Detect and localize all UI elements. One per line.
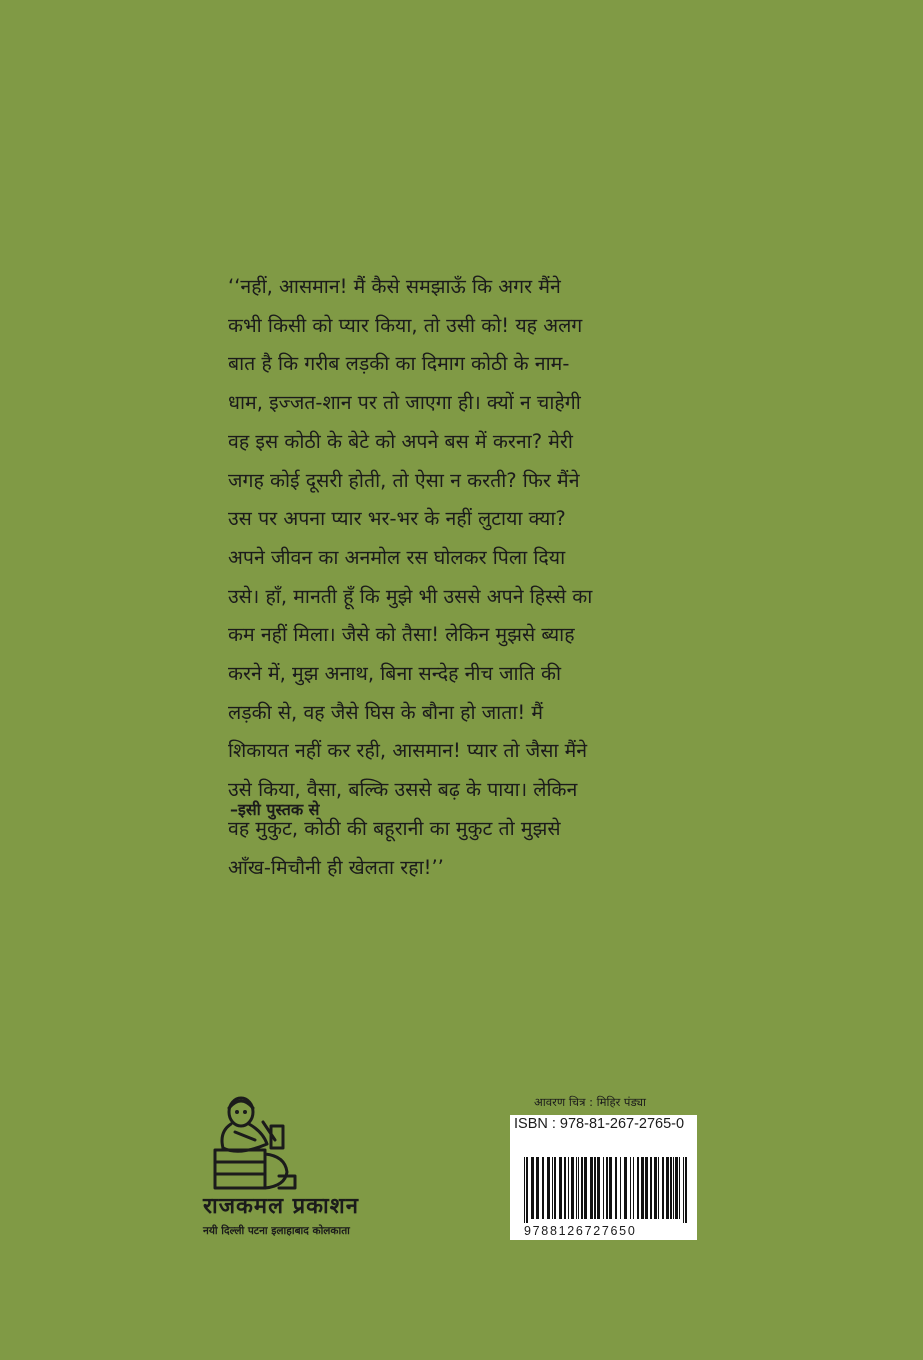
quote-line: वह मुकुट, कोठी की बहूरानी का मुकुट तो मुझसे bbox=[228, 816, 561, 840]
barcode-bar bbox=[641, 1157, 644, 1219]
barcode-bar bbox=[531, 1157, 534, 1219]
quote-line: कम नहीं मिला। जैसे को तैसा! लेकिन मुझसे ब्याह bbox=[228, 623, 575, 647]
barcode-bar bbox=[584, 1157, 587, 1219]
barcode-bar bbox=[524, 1157, 525, 1223]
barcode-bar bbox=[624, 1157, 627, 1219]
barcode-bar bbox=[590, 1157, 593, 1219]
barcode-bar bbox=[554, 1157, 556, 1219]
cover-art-credit: आवरण चित्र : मिहिर पंड्या bbox=[534, 1095, 646, 1109]
barcode-bar bbox=[552, 1157, 553, 1219]
barcode-bar bbox=[685, 1157, 687, 1223]
quote-line: उसे। हाँ, मानती हूँ कि मुझे भी उससे अपने हिस्से का bbox=[228, 584, 593, 608]
barcode-bar bbox=[594, 1157, 596, 1219]
publisher-name: राजकमल प्रकाशन bbox=[203, 1194, 359, 1219]
quote-line: शिकायत नहीं कर रही, आसमान! प्यार तो जैसा मैंने bbox=[228, 739, 588, 763]
isbn-label: ISBN : 978-81-267-2765-0 bbox=[514, 1116, 685, 1132]
barcode-bar bbox=[633, 1157, 634, 1219]
barcode-bar bbox=[542, 1157, 544, 1219]
back-cover-quote bbox=[228, 268, 643, 887]
barcode-bar bbox=[571, 1157, 574, 1219]
quote-line: करने में, मुझ अनाथ, बिना सन्देह नीच जाति की bbox=[228, 662, 561, 686]
quote-line: बात है कि गरीब लड़की का दिमाग कोठी के नाम- bbox=[228, 352, 570, 376]
quote-source: –इसी पुस्तक से bbox=[230, 800, 320, 819]
barcode-bar bbox=[559, 1157, 562, 1219]
quote-line: उसे किया, वैसा, बल्कि उससे बढ़ के पाया। लेकिन bbox=[228, 778, 578, 802]
barcode-bar bbox=[576, 1157, 577, 1219]
quote-line: कभी किसी को प्यार किया, तो उसी को! यह अलग bbox=[228, 313, 583, 337]
quote-line: उस पर अपना प्यार भर-भर के नहीं लुटाया क्या? bbox=[228, 507, 566, 531]
barcode-bar bbox=[581, 1157, 583, 1219]
barcode-bars bbox=[524, 1157, 692, 1223]
quote-line: लड़की से, वह जैसे घिस के बौना हो जाता! मैं bbox=[228, 700, 544, 724]
quote-line: जगह कोई दूसरी होती, तो ऐसा न करती? फिर मैंने bbox=[228, 468, 580, 492]
barcode-bar bbox=[645, 1157, 648, 1219]
barcode-bar bbox=[673, 1157, 674, 1219]
barcode-bar bbox=[568, 1157, 569, 1219]
barcode-bar bbox=[564, 1157, 566, 1219]
barcode-bar bbox=[658, 1157, 659, 1219]
barcode-bar bbox=[637, 1157, 639, 1219]
barcode-bar bbox=[615, 1157, 617, 1219]
seated-scribe-emblem-icon bbox=[205, 1092, 300, 1192]
quote-line: ‘‘नहीं, आसमान! मैं कैसे समझाऊँ कि अगर मैंने bbox=[228, 275, 561, 298]
barcode-bar bbox=[654, 1157, 657, 1219]
barcode-bar bbox=[597, 1157, 600, 1219]
quote-line: अपने जीवन का अनमोल रस घोलकर पिला दिया bbox=[228, 545, 566, 569]
barcode-bar bbox=[536, 1157, 539, 1219]
barcode-bar bbox=[666, 1157, 669, 1219]
barcode-bar bbox=[683, 1157, 684, 1223]
barcode-bar bbox=[606, 1157, 608, 1219]
barcode-bar bbox=[603, 1157, 604, 1219]
barcode-bar bbox=[547, 1157, 550, 1219]
quote-line: वह इस कोठी के बेटे को अपने बस में करना? मेरी bbox=[228, 429, 573, 453]
publisher-cities: नयी दिल्ली पटना इलाहाबाद कोलकाता bbox=[203, 1225, 350, 1237]
barcode-bar bbox=[650, 1157, 652, 1219]
quote-line: धाम, इज्जत-शान पर तो जाएगा ही। क्यों न चाहेगी bbox=[228, 391, 581, 415]
publisher-logo bbox=[203, 1092, 363, 1238]
barcode-bar bbox=[630, 1157, 631, 1219]
barcode-bar bbox=[526, 1157, 528, 1223]
barcode-digits: 9788126727650 bbox=[524, 1224, 637, 1238]
barcode-bar bbox=[679, 1157, 680, 1219]
barcode-bar bbox=[662, 1157, 664, 1219]
barcode-bar bbox=[620, 1157, 621, 1219]
isbn-barcode bbox=[510, 1115, 697, 1240]
barcode-bar bbox=[670, 1157, 672, 1219]
barcode-bar bbox=[675, 1157, 678, 1219]
barcode-bar bbox=[578, 1157, 579, 1219]
quote-line: आँख-मिचौनी ही खेलता रहा!’’ bbox=[228, 855, 444, 879]
barcode-bar bbox=[609, 1157, 612, 1219]
